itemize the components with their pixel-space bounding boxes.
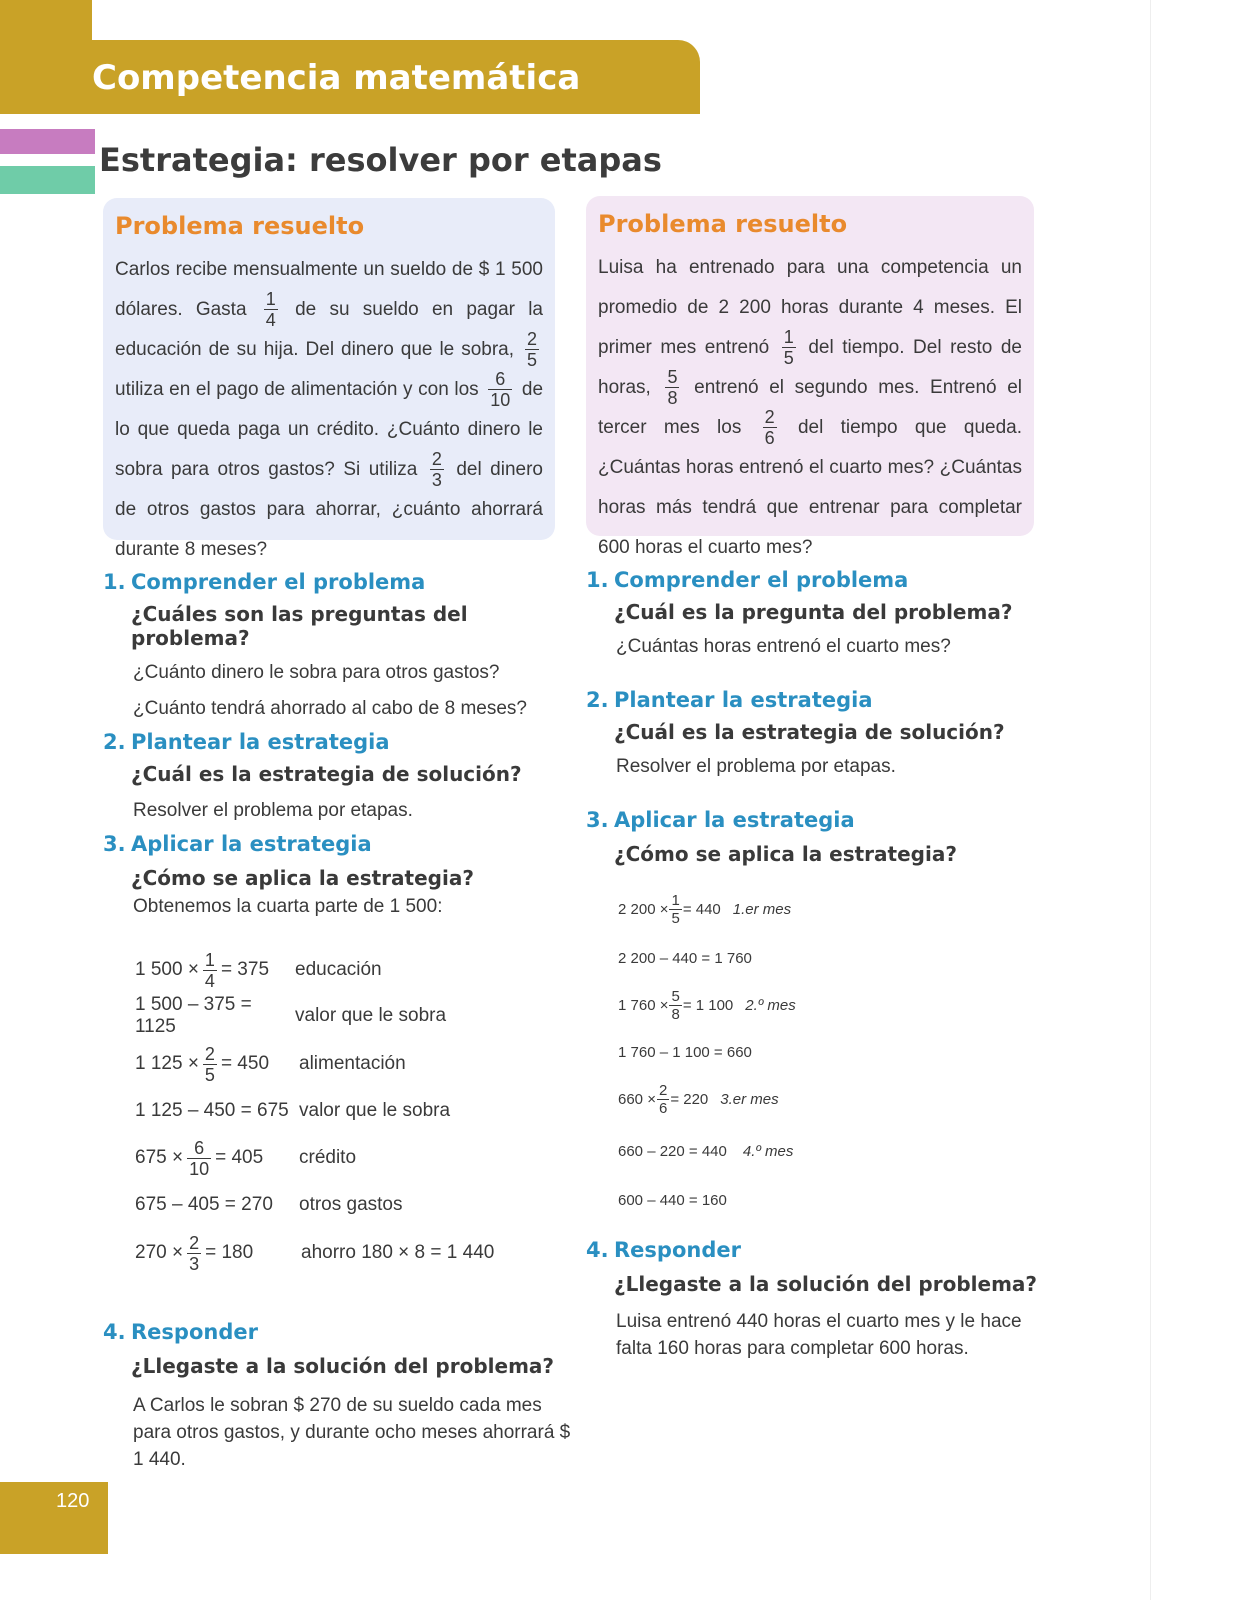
- fraction: [187, 1139, 211, 1178]
- green-stripe: [0, 166, 95, 194]
- denominator: 5: [526, 350, 537, 371]
- step-title: Plantear la estrategia: [131, 730, 390, 754]
- calc-label: ahorro 180 × 8 = 1 440: [301, 1242, 495, 1263]
- calc-operand: 1 500 ×: [135, 959, 199, 980]
- calc-row: [135, 946, 583, 994]
- numerator: 1: [671, 891, 680, 909]
- calc-row: [618, 1126, 1056, 1176]
- numerator: 6: [187, 1139, 211, 1159]
- calc-expression: [618, 989, 733, 1022]
- problem-text-part: del tiempo que queda. ¿Cuántas horas entrenó el cuarto mes? ¿Cuántas horas más tendrá que entrenar para completar 600 horas el cuarto mes?: [598, 417, 1022, 558]
- step-question: ¿Llegaste a la solución del problema?: [614, 1272, 1038, 1296]
- calc-label: educación: [295, 959, 382, 980]
- numerator: 2: [204, 1043, 215, 1064]
- step-number: 1.: [586, 568, 609, 592]
- denominator: 4: [204, 970, 215, 991]
- calc-result: = 450: [220, 1053, 270, 1074]
- step-heading: [103, 1320, 583, 1344]
- calc-row: [618, 880, 1056, 938]
- denominator: 5: [671, 909, 680, 927]
- header-accent: [0, 0, 92, 44]
- page-edge-line: [1150, 0, 1151, 1600]
- calc-result: = 220: [670, 1090, 709, 1108]
- calc-result: = 405: [215, 1147, 264, 1168]
- step-number: 3.: [586, 808, 609, 832]
- denominator: 10: [490, 390, 511, 411]
- step-answer: Resolver el problema por etapas.: [133, 800, 413, 821]
- step-heading: [103, 570, 583, 594]
- calc-row: [135, 1184, 583, 1226]
- denominator: 10: [189, 1158, 210, 1179]
- strategy-title: Estrategia: resolver por etapas: [99, 141, 662, 179]
- calc-expression: [618, 1083, 708, 1116]
- fraction: [187, 1234, 201, 1273]
- solution-right: [586, 568, 1056, 1362]
- calc-label: valor que le sobra: [299, 1100, 451, 1121]
- page-number-band: [0, 1482, 108, 1554]
- fraction: [264, 290, 278, 329]
- numerator: 1: [204, 949, 215, 970]
- calc-label: 2.º mes: [745, 996, 796, 1014]
- numerator: 2: [658, 1081, 668, 1099]
- step-answer: ¿Cuánto dinero le sobra para otros gastos?: [133, 662, 500, 683]
- problem-text-part: del dinero de otros gastos para ahorrar, ¿cuánto ahorrará durante 8 meses?: [115, 459, 543, 560]
- numerator: 1: [783, 327, 794, 348]
- step-number: 3.: [103, 832, 126, 856]
- calc-expression: 600 – 440 = 160: [618, 1191, 727, 1209]
- problem-text-part: de lo que queda paga un crédito. ¿Cuánto dinero le sobra para otros gastos? Si utiliza: [115, 379, 544, 480]
- problem-text: [115, 250, 543, 570]
- step-number: 2.: [586, 688, 609, 712]
- fraction: [669, 893, 681, 926]
- step-question: ¿Cuál es la pregunta del problema?: [614, 600, 1013, 624]
- calc-label: crédito: [299, 1147, 357, 1168]
- numerator: 2: [189, 1232, 200, 1253]
- calc-row: [618, 1032, 1056, 1072]
- calc-row: [135, 1038, 583, 1090]
- step-title: Comprender el problema: [131, 570, 426, 594]
- fraction: [430, 450, 444, 489]
- denominator: 3: [189, 1253, 200, 1274]
- calc-result: = 375: [220, 959, 270, 980]
- step-answer: ¿Cuánto tendrá ahorrado al cabo de 8 meses?: [133, 698, 527, 719]
- calc-row: [135, 994, 583, 1038]
- fraction: [525, 330, 539, 369]
- problem-text-part: utiliza en el pago de alimentación y con los: [115, 379, 479, 400]
- step-number: 1.: [103, 570, 126, 594]
- calc-operand: 2 200 ×: [618, 900, 669, 918]
- fraction: [203, 1045, 217, 1084]
- calc-operand: 675 ×: [135, 1147, 184, 1168]
- denominator: 8: [671, 1005, 680, 1023]
- fraction: [657, 1083, 669, 1116]
- calc-result: = 180: [205, 1242, 254, 1263]
- step-heading: [103, 730, 583, 754]
- step-title: Aplicar la estrategia: [614, 808, 855, 832]
- page-number: 120: [56, 1490, 90, 1512]
- calc-result: = 1 100: [682, 996, 734, 1014]
- step-number: 4.: [103, 1320, 126, 1344]
- calc-row: [135, 1226, 583, 1280]
- denominator: 6: [764, 428, 775, 449]
- step-heading: [586, 688, 1056, 712]
- calc-operand: 270 ×: [135, 1242, 184, 1263]
- step-heading: [586, 568, 1056, 592]
- calc-row: [618, 1176, 1056, 1224]
- calc-expression: [135, 1139, 299, 1178]
- numerator: 2: [764, 407, 775, 428]
- step-title: Responder: [614, 1238, 741, 1262]
- fraction: [782, 328, 796, 367]
- calc-result: = 440: [682, 900, 721, 918]
- solution-left: [103, 570, 583, 1473]
- numerator: 2: [431, 449, 442, 470]
- denominator: 5: [783, 348, 794, 369]
- calc-row: [618, 978, 1056, 1032]
- calc-row: [135, 1090, 583, 1132]
- fraction: [669, 989, 681, 1022]
- denominator: 4: [265, 310, 276, 331]
- step-question: ¿Cuál es la estrategia de solución?: [614, 720, 1005, 744]
- problem-box-title: Problema resuelto: [598, 210, 848, 238]
- calc-row: [618, 938, 1056, 978]
- pink-stripe: [0, 129, 95, 154]
- step-heading: [103, 832, 583, 856]
- page-header-title: Competencia matemática: [92, 58, 581, 98]
- denominator: 5: [204, 1064, 215, 1085]
- step-question: ¿Cómo se aplica la estrategia?: [614, 842, 957, 866]
- step-title: Responder: [131, 1320, 258, 1344]
- step-answer: Luisa entrenó 440 horas el cuarto mes y le hace falta 160 horas para completar 600 horas.: [616, 1311, 1022, 1359]
- step-question: ¿Llegaste a la solución del problema?: [131, 1354, 555, 1378]
- problem-text-part: Luisa ha entrenado para una competencia un promedio de 2 200 horas durante 4 meses. El primer mes entrenó: [598, 257, 1022, 358]
- problem-box-right: [586, 196, 1034, 558]
- step-question: ¿Cuál es la estrategia de solución?: [131, 762, 522, 786]
- calc-expression: 1 760 – 1 100 = 660: [618, 1043, 752, 1061]
- problem-text-part: entrenó el segundo mes. Entrenó el tercer mes los: [598, 377, 1023, 438]
- problem-box-title: Problema resuelto: [115, 212, 365, 240]
- calc-expression: 2 200 – 440 = 1 760: [618, 949, 752, 967]
- fraction: [763, 408, 777, 447]
- denominator: 3: [431, 470, 442, 491]
- calc-expression: [618, 893, 721, 926]
- calc-operand: 1 125 ×: [135, 1053, 199, 1074]
- denominator: 6: [658, 1099, 668, 1117]
- calc-label: 3.er mes: [720, 1090, 779, 1108]
- fraction: [665, 368, 679, 407]
- calc-label: 1.er mes: [732, 900, 792, 918]
- step-question: ¿Cómo se aplica la estrategia?: [131, 866, 474, 890]
- problem-text-part: del tiempo. Del resto de horas,: [598, 337, 1022, 398]
- calc-expression: 1 125 – 450 = 675: [135, 1100, 289, 1121]
- step-answer: Resolver el problema por etapas.: [616, 756, 896, 777]
- numerator: 2: [526, 329, 537, 350]
- calc-row: [135, 1132, 583, 1184]
- calc-expression: [135, 1045, 299, 1084]
- calculation-list: [135, 946, 583, 1280]
- calc-operand: 660 ×: [618, 1090, 656, 1108]
- step-answer: A Carlos le sobran $ 270 de su sueldo cada mes para otros gastos, y durante ocho meses ahorrará $ 1 440.: [133, 1395, 571, 1470]
- calc-label: alimentación: [299, 1053, 406, 1074]
- calc-expression: 675 – 405 = 270: [135, 1194, 273, 1215]
- step-heading: [586, 808, 1056, 832]
- step-title: Aplicar la estrategia: [131, 832, 372, 856]
- problem-text-part: Carlos recibe mensualmente un sueldo de $ 1 500 dólares. Gasta: [115, 259, 543, 320]
- fraction: [488, 370, 512, 409]
- calc-operand: 1 760 ×: [618, 996, 669, 1014]
- calc-expression: [135, 951, 295, 990]
- step-answer: Obtenemos la cuarta parte de 1 500:: [133, 896, 443, 917]
- numerator: 6: [488, 370, 512, 390]
- step-answer: ¿Cuántas horas entrenó el cuarto mes?: [616, 636, 951, 657]
- numerator: 1: [265, 289, 276, 310]
- calc-label: otros gastos: [299, 1194, 403, 1215]
- problem-text-part: de su sueldo en pagar la educación de su hija. Del dinero que le sobra,: [115, 299, 543, 360]
- calc-label: 4.º mes: [742, 1142, 794, 1160]
- calc-expression: 1 500 – 375 = 1125: [135, 994, 252, 1037]
- calc-expression: [135, 1234, 301, 1273]
- calculation-list: [618, 880, 1056, 1224]
- problem-text: [598, 248, 1022, 568]
- calc-label: valor que le sobra: [295, 1005, 447, 1026]
- numerator: 5: [667, 367, 678, 388]
- step-title: Plantear la estrategia: [614, 688, 873, 712]
- step-number: 2.: [103, 730, 126, 754]
- calc-expression: 660 – 220 = 440: [618, 1142, 727, 1160]
- fraction: [203, 951, 217, 990]
- denominator: 8: [667, 388, 678, 409]
- step-heading: [586, 1238, 1056, 1262]
- calc-row: [618, 1072, 1056, 1126]
- step-title: Comprender el problema: [614, 568, 909, 592]
- step-question: ¿Cuáles son las preguntas del problema?: [131, 602, 468, 650]
- problem-box-left: [103, 198, 555, 560]
- step-number: 4.: [586, 1238, 609, 1262]
- numerator: 5: [671, 987, 680, 1005]
